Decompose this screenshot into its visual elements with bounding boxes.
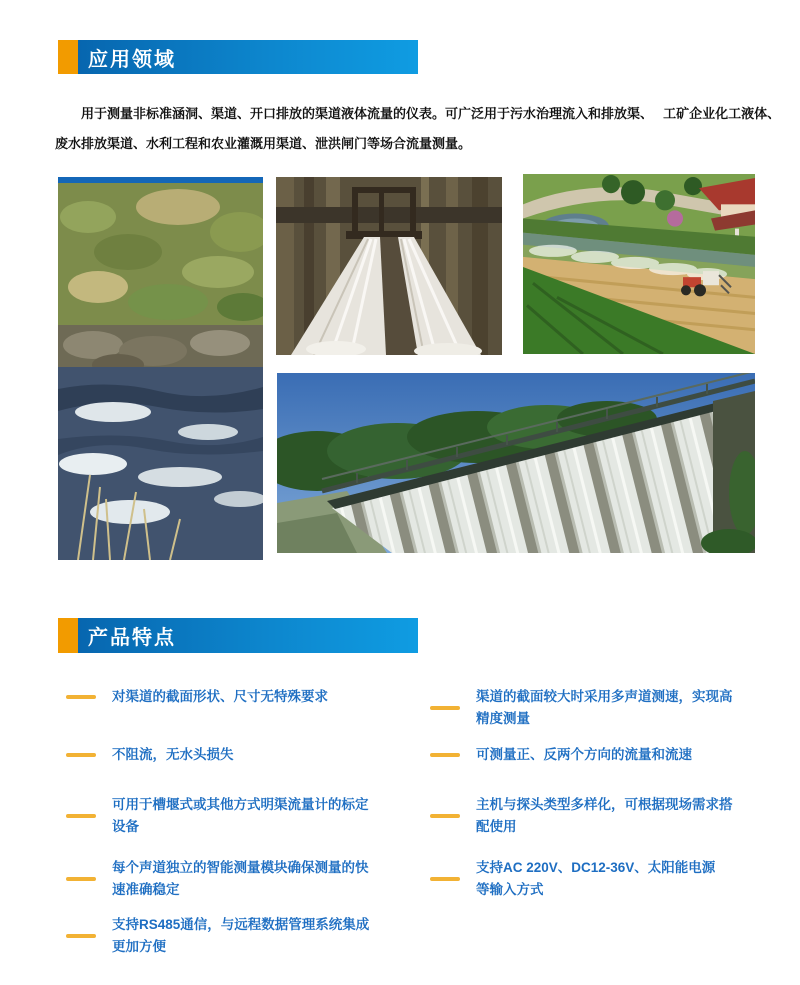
feature-item — [66, 857, 369, 901]
farmland-irrigation-illustration — [523, 174, 755, 354]
dash-bullet-icon — [430, 706, 460, 710]
culvert-discharge-illustration — [276, 177, 502, 355]
feature-item — [66, 686, 328, 708]
farmland-irrigation-photo — [523, 174, 755, 354]
banner-orange-accent — [58, 618, 78, 653]
feature-text: 设备 — [112, 819, 139, 834]
dash-bullet-icon — [66, 695, 96, 699]
banner-orange-accent — [58, 40, 78, 74]
banner-blue-bar — [78, 40, 418, 74]
feature-item — [66, 744, 234, 766]
feature-text: 渠道的截面较大时采用多声道测速，实现高 — [476, 689, 733, 704]
feature-item — [430, 744, 692, 766]
feature-text: 更加方便 — [112, 939, 166, 954]
application-description-line1: 用于测量非标准涵洞、渠道、开口排放的渠道液体流量的仪表。可广泛用于污水治理流入和排放渠、 工矿企业化工液体、 — [81, 106, 781, 121]
feature-item — [66, 914, 369, 958]
dash-bullet-icon — [66, 753, 96, 757]
dash-bullet-icon — [66, 877, 96, 881]
dam-spillway-photo — [277, 373, 755, 553]
feature-item — [430, 794, 733, 838]
feature-item — [430, 857, 715, 901]
feature-text: 可用于槽堰式或其他方式明渠流量计的标定 — [112, 797, 369, 812]
river-stream-photo — [58, 177, 263, 560]
river-stream-illustration — [58, 177, 263, 560]
application-section-banner — [58, 40, 418, 74]
application-description — [55, 99, 781, 159]
feature-text: 精度测量 — [476, 711, 530, 726]
feature-text: 主机与探头类型多样化，可根据现场需求搭 — [476, 797, 733, 812]
feature-text: 等输入方式 — [476, 882, 544, 897]
dash-bullet-icon — [66, 934, 96, 938]
feature-text: 不阻流，无水头损失 — [112, 747, 234, 762]
feature-text: 每个声道独立的智能测量模块确保测量的快 — [112, 860, 369, 875]
dam-spillway-illustration — [277, 373, 755, 553]
features-section-banner — [58, 618, 418, 653]
application-description-line2: 废水排放渠道、水利工程和农业灌溉用渠道、泄洪闸门等场合流量测量。 — [55, 136, 472, 151]
dash-bullet-icon — [430, 877, 460, 881]
feature-text: 配使用 — [476, 819, 517, 834]
banner-blue-bar — [78, 618, 418, 653]
feature-item — [430, 686, 733, 730]
features-section-title: 产品特点 — [88, 627, 176, 649]
culvert-discharge-photo — [276, 177, 502, 355]
feature-text: 支持AC 220V、DC12-36V、太阳能电源 — [476, 860, 716, 875]
dash-bullet-icon — [430, 753, 460, 757]
feature-text: 支持RS485通信，与远程数据管理系统集成 — [112, 917, 370, 932]
dash-bullet-icon — [430, 814, 460, 818]
feature-text: 速准确稳定 — [112, 882, 180, 897]
dash-bullet-icon — [66, 814, 96, 818]
application-section-title: 应用领域 — [88, 48, 176, 71]
feature-text: 可测量正、反两个方向的流量和流速 — [476, 747, 692, 762]
feature-text: 对渠道的截面形状、尺寸无特殊要求 — [112, 689, 328, 704]
feature-item — [66, 794, 369, 838]
